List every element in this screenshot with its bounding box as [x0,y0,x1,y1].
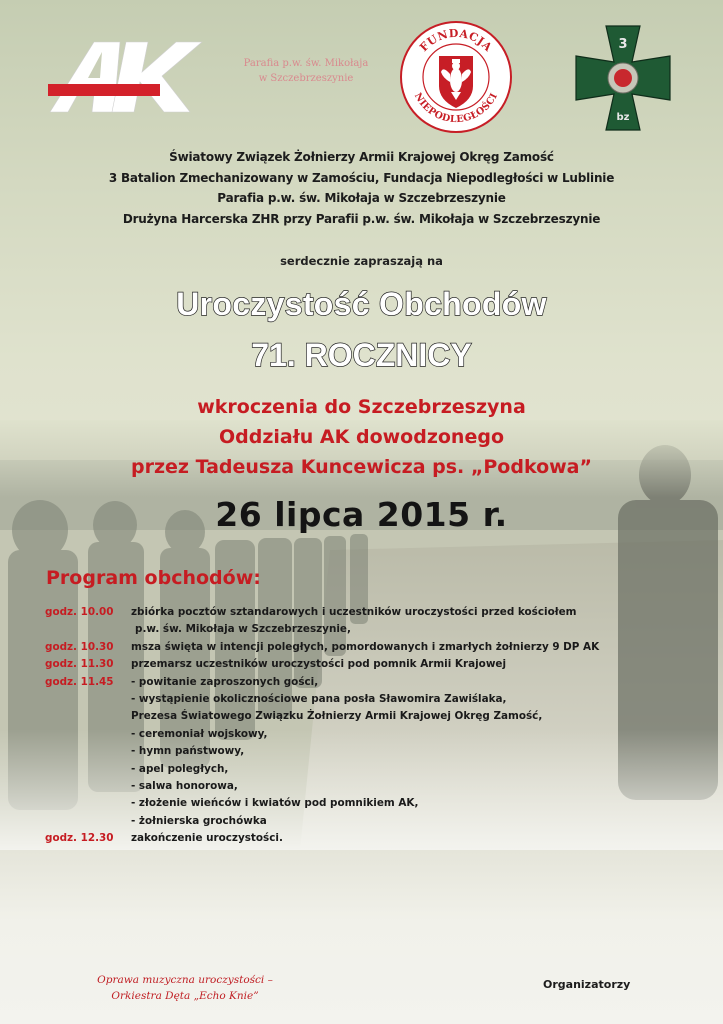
program-text: p.w. św. Mikołaja w Szczebrzeszynie, [135,623,351,636]
program-time: godz. 10.30 [45,640,114,653]
program-text: - hymn państwowy, [131,745,245,758]
seal-bottom-text: NIEPODLEGŁOŚCI [411,91,501,126]
subtitle-line: przez Tadeusza Kuncewicza ps. „Podkowa” [130,456,592,478]
program-row [45,604,695,621]
program-time: godz. 10.00 [45,606,114,618]
organizer-line: Parafia p.w. św. Mikołaja w Szczebrzeszynie [217,191,506,205]
program-row [45,795,695,812]
event-date: 26 lipca 2015 r. [215,495,508,534]
program-row [45,743,695,760]
organizer-line: Drużyna Harcerska ZHR przy Parafii p.w. św. Mikołaja w Szczebrzeszynie [122,211,601,226]
anniversary-title: 71. ROCZNICY [251,337,472,373]
program-text: - ceremoniał wojskowy, [131,727,268,740]
subtitle-line: Oddziału AK dowodzonego [218,426,505,448]
organizers-list [20,147,703,229]
music-credit-line: Oprawa muzyczna uroczystości – [97,974,273,986]
program-text: przemarsz uczestników uroczystości pod pomnik Armii Krajowej [131,658,507,671]
program-text: - apel poległych, [131,762,229,775]
program-row [45,778,695,795]
music-credit-line: Orkiestra Dęta „Echo Knie” [111,990,259,1002]
program-text: Prezesa Światowego Związku Żołnierzy Armii Krajowej Okręg Zamość, [131,710,543,723]
program-text: - żołnierska grochówka [131,814,267,827]
program-time: godz. 11.30 [45,658,114,671]
program-time: godz. 12.30 [45,832,114,845]
program-heading: Program obchodów: [46,567,261,589]
program-row [45,691,695,708]
program-text: - wystąpienie okolicznościowe pana posła Sławomira Zawiślaka, [131,693,507,706]
parish-logo [222,56,390,86]
cross-number: 3 [618,37,628,52]
program-row [45,708,695,725]
program-row [45,813,695,830]
battalion-cross-badge [566,22,680,134]
program-row [45,621,695,638]
program-text: - powitanie zaproszonych gości, [131,675,319,688]
program-list [45,604,695,848]
organizers-label: Organizatorzy [543,978,631,991]
parish-logo-line: w Szczebrzeszynie [258,73,354,84]
event-subtitle [0,392,723,482]
program-row [45,674,695,691]
program-text: - salwa honorowa, [131,780,238,793]
ak-logo [44,38,206,116]
program-text: msza święta w intencji poległych, pomordowanych i zmarłych żołnierzy 9 DP AK [131,640,600,653]
invite-text: serdecznie zapraszają na [280,254,443,268]
program-row [45,830,695,847]
program-row [45,761,695,778]
program-text: zbiórka pocztów sztandarowych i uczestników uroczystości przed kościołem [131,606,577,618]
program-text: - złożenie wieńców i kwiatów pod pomnikiem AK, [131,797,419,810]
music-credit [60,972,310,1004]
foundation-seal-logo [399,20,513,134]
program-time: godz. 11.45 [45,675,114,688]
event-title: Uroczystość Obchodów [176,286,547,322]
program-row [45,639,695,656]
seal-top-text: FUNDACJA [417,26,495,55]
parish-logo-line: Parafia p.w. św. Mikołaja [243,58,369,69]
organizer-line: 3 Batalion Zmechanizowany w Zamościu, Fundacja Niepodległości w Lublinie [108,170,615,185]
program-row [45,726,695,743]
program-text: zakończenie uroczystości. [131,832,283,845]
subtitle-line: wkroczenia do Szczebrzeszyna [197,396,526,418]
cross-letters: bz [616,112,630,123]
organizer-line: Światowy Związek Żołnierzy Armii Krajowej Okręg Zamość [169,150,554,164]
program-row [45,656,695,673]
